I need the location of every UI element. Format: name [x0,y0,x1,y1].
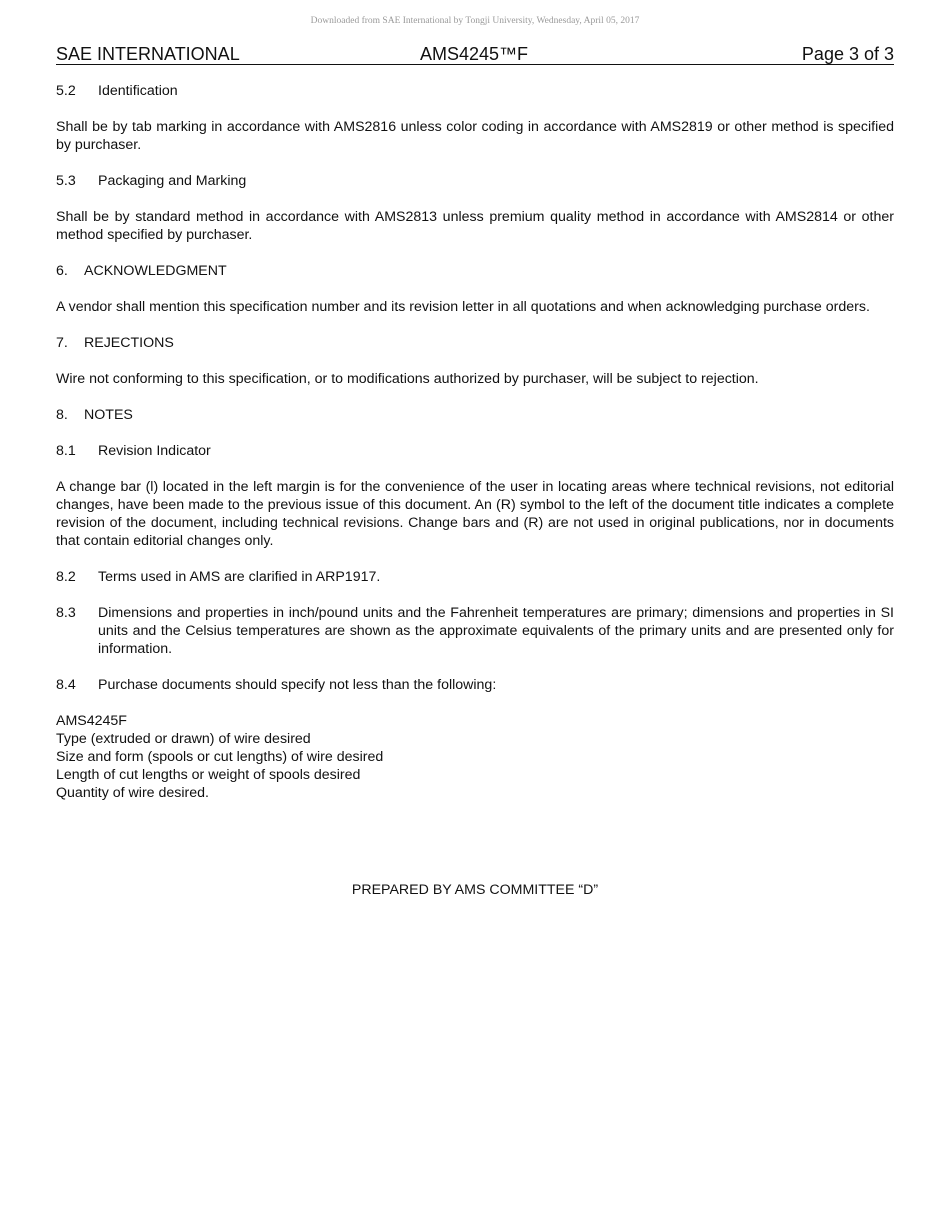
page-header [56,44,894,65]
section-text: Dimensions and properties in inch/pound units and the Fahrenheit temperatures are primary; dimensions and properties in SI units and the Celsius temperatures are shown as the approximate equivalents of the primary units and are presented only for information. [98,605,894,657]
section-number: 6. [56,263,68,279]
section-8-4-item [56,676,894,694]
document-body [56,82,894,802]
download-watermark: Downloaded from SAE International by Tongji University, Wednesday, April 05, 2017 [310,16,640,26]
section-title: NOTES [84,407,133,423]
section-6-text: A vendor shall mention this specification number and its revision letter in all quotations and when acknowledging purchase orders. [56,299,870,315]
section-number: 8. [56,407,68,423]
header-page-number: Page 3 of 3 [801,44,894,64]
list-item: Size and form (spools or cut lengths) of wire desired [56,749,384,765]
section-number: 5.2 [56,83,76,99]
header-doc-id: AMS4245™F [420,44,529,64]
section-8-2-item [56,568,894,586]
section-title: Packaging and Marking [98,173,247,189]
list-item: AMS4245F [56,713,127,729]
section-7-heading [56,334,894,352]
section-6-heading [56,262,894,280]
prepared-by: PREPARED BY AMS COMMITTEE “D” [351,882,599,898]
section-5-2-heading [56,82,894,100]
section-number: 8.4 [56,677,76,693]
section-number: 7. [56,335,68,351]
section-title: Revision Indicator [98,443,211,459]
header-org: SAE INTERNATIONAL [56,44,240,64]
section-title: ACKNOWLEDGMENT [84,263,227,279]
section-8-3-item [56,604,894,658]
section-number: 8.3 [56,605,76,621]
section-7-text: Wire not conforming to this specification, or to modifications authorized by purchaser, will be subject to rejection. [56,371,759,387]
list-item: Length of cut lengths or weight of spools desired [56,767,361,783]
section-8-1-text: A change bar (l) located in the left margin is for the convenience of the user in locating areas where technical revisions, not editorial changes, have been made to the previous issue of this document. An (R) symbol to the left of the document title indicates a complete revision of the document, including technical revisions. Change bars and (R) are not used in original publications, nor in documents that contain editorial changes only. [56,479,894,549]
section-title: Identification [98,83,178,99]
section-8-1-heading [56,442,894,460]
section-number: 8.2 [56,569,76,585]
section-text: Purchase documents should specify not less than the following: [98,677,497,693]
section-5-3-heading [56,172,894,190]
list-item: Type (extruded or drawn) of wire desired [56,731,311,747]
section-title: REJECTIONS [84,335,174,351]
section-number: 5.3 [56,173,76,189]
section-5-2-text: Shall be by tab marking in accordance with AMS2816 unless color coding in accordance with AMS2819 or other method is specified by purchaser. [56,119,894,153]
section-5-3-text: Shall be by standard method in accordance with AMS2813 unless premium quality method in accordance with AMS2814 or other method specified by purchaser. [56,209,894,243]
section-number: 8.1 [56,443,76,459]
purchase-requirements-list [56,712,894,802]
section-text: Terms used in AMS are clarified in ARP1917. [98,569,381,585]
section-8-heading [56,406,894,424]
list-item: Quantity of wire desired. [56,785,209,801]
